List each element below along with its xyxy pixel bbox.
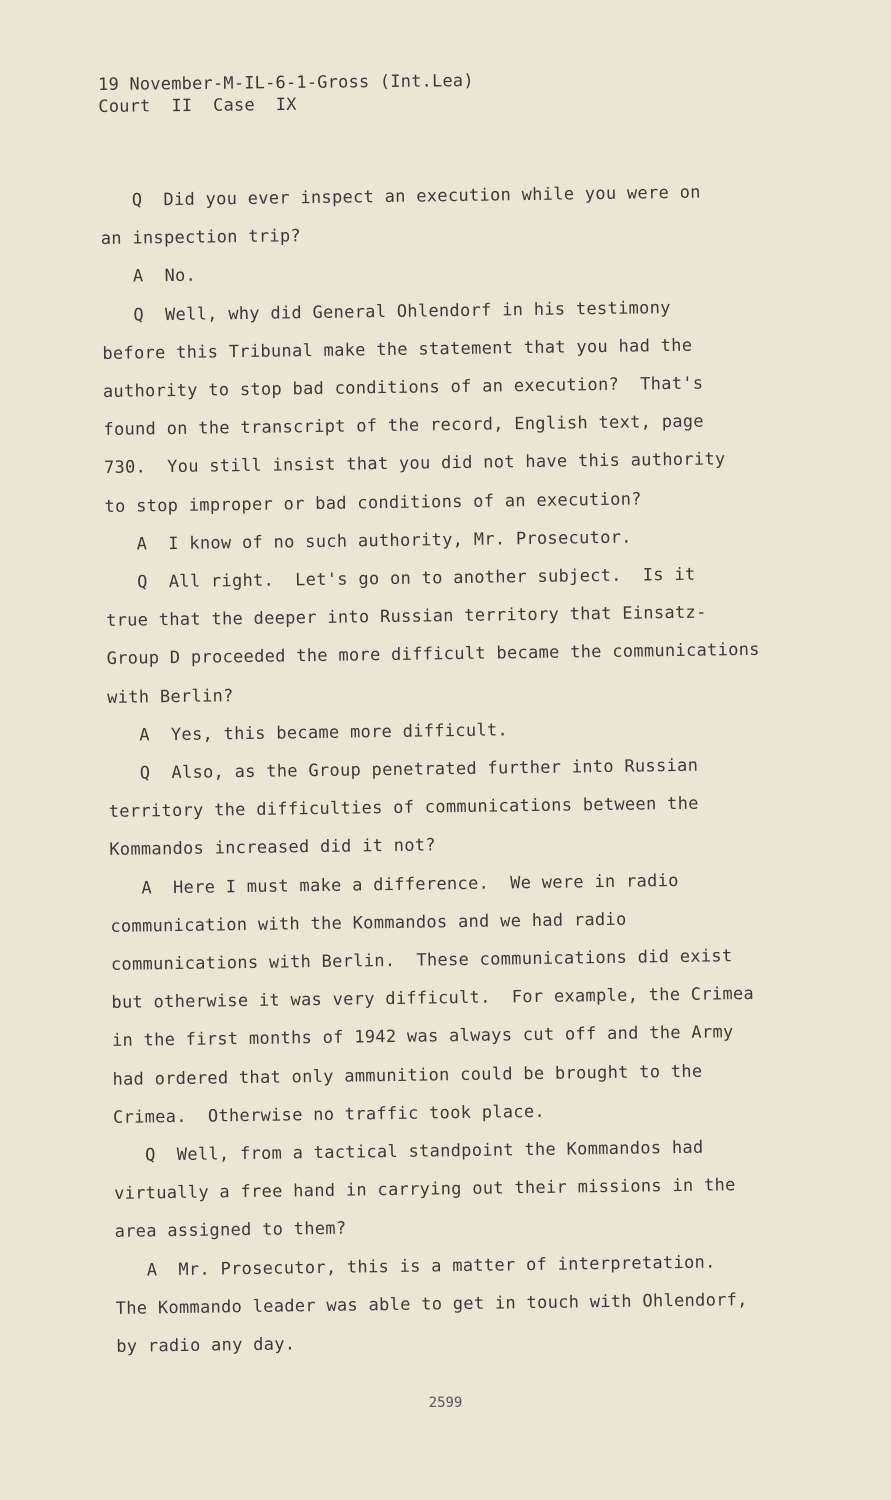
transcript-paragraph — [113, 1127, 855, 1252]
transcript-line: authority to stop bad conditions of an execution? That's — [102, 373, 704, 402]
transcript-line: 730. You still insist that you did not have this authority — [103, 449, 726, 479]
header-line-2: Court II Case IX — [98, 94, 297, 117]
transcript-line: to stop improper or bad conditions of an execution? — [104, 489, 642, 517]
transcript-line: virtually a free hand in carrying out their missions in the — [113, 1175, 736, 1205]
transcript-line: Q Also, as the Group penetrated further into Russian — [108, 755, 699, 784]
transcript-line: A Mr. Prosecutor, this is a matter of interpretation. — [115, 1252, 716, 1281]
transcript-line: Q All right. Let's go on to another subject. Is it — [105, 564, 696, 593]
transcript-line: Group D proceeded the more difficult became the communications — [106, 640, 760, 670]
transcript-line: A I know of no such authority, Mr. Prosecutor. — [104, 527, 632, 555]
document-header — [98, 70, 474, 118]
transcript-line: A Here I must make a difference. We were in radio — [109, 870, 679, 899]
page-number: 2599 — [428, 1395, 463, 1411]
transcript-paragraph — [105, 554, 847, 717]
transcript-line: The Kommando leader was able to get in touch with Ohlendorf, — [115, 1289, 748, 1319]
transcript-line: Q Did you ever inspect an execution while you were on — [100, 182, 701, 211]
transcript-line: but otherwise it was very difficult. For example, the Crimea — [111, 984, 755, 1014]
transcript-line: communications with Berlin. These communications did exist — [110, 946, 733, 975]
transcript-body — [100, 172, 856, 1367]
transcript-paragraph — [110, 859, 854, 1137]
transcript-paragraph — [108, 745, 850, 870]
transcript-line: communication with the Kommandos and we had radio — [110, 909, 627, 937]
transcript-paragraph — [100, 172, 841, 259]
transcript-line: with Berlin? — [107, 685, 234, 708]
transcript-line: territory the difficulties of communications between the — [108, 793, 699, 823]
transcript-line: before this Tribunal make the statement that you had the — [102, 335, 693, 364]
transcript-paragraph — [102, 286, 845, 526]
transcript-line: an inspection trip? — [100, 226, 302, 250]
transcript-line: Q Well, why did General Ohlendorf in his testimony — [101, 297, 671, 326]
transcript-line: A Yes, this became more difficult. — [107, 720, 509, 746]
transcript-line: area assigned to them? — [114, 1219, 347, 1243]
transcript-line: Q Well, from a tactical standpoint the Kommandos had — [113, 1137, 704, 1166]
transcript-line: A No. — [101, 266, 197, 288]
transcript-line: had ordered that only ammunition could be brought to the — [112, 1061, 703, 1090]
transcript-line: true that the deeper into Russian territory that Einsatz- — [105, 602, 707, 632]
transcript-line: by radio any day. — [116, 1334, 296, 1357]
transcript-line: Crimea. Otherwise no traffic took place. — [112, 1101, 546, 1128]
transcript-line: found on the transcript of the record, English text, page — [103, 411, 705, 441]
transcript-line: Kommandos increased did it not? — [109, 835, 437, 861]
header-line-1: 19 November-M-IL-6-1-Gross (Int.Lea) — [98, 71, 474, 95]
transcript-paragraph — [115, 1241, 857, 1366]
transcript-line: in the first months of 1942 was always cut off and the Army — [111, 1022, 734, 1052]
